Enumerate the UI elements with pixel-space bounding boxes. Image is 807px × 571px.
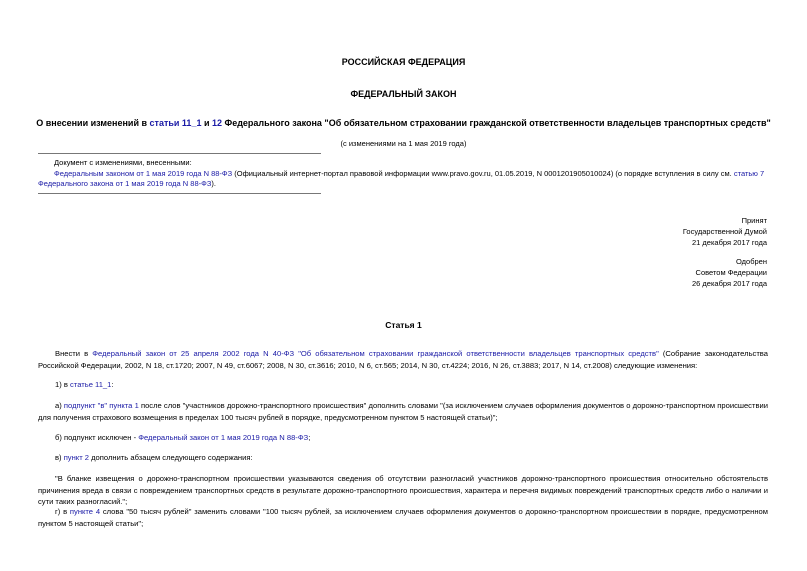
quote-paragraph: "В бланке извещения о дорожно-транспортном происшествии указываются сведения об отсутствии разногласий участников дорожно-транспортного происшествия относительно обстоятельств причинения вреда в связи с повреждением транспортных средств в результате дорожно-транспортного происшествия, характера и перечня видимых повреждений транспортных средств либо о наличии и сути таких разногласий."; <box>38 474 768 506</box>
subitem-g-pre: г) в <box>55 507 70 516</box>
subitem-a-post: после слов "участников дорожно-транспортного происшествия" дополнить словами "(за исключением случаев оформления документов о дорожно-транспортном происшествии для получения страхового возмещения в пределах 100 тысяч рублей в порядке, предусмотренном пунктом 5 настоящей статьи)"; <box>38 401 768 422</box>
changes-line-1 <box>54 169 764 178</box>
article-11-1-link[interactable]: статье 11_1 <box>70 380 112 389</box>
council-date: 26 декабря 2017 года <box>691 279 767 288</box>
duma-date: 21 декабря 2017 года <box>691 238 767 247</box>
changes-line-2 <box>38 179 216 188</box>
law-title <box>0 118 807 128</box>
article-paragraph-intro <box>38 348 768 371</box>
p1-text-post: (Собрание законодательства Российской Федерации, 2002, N 18, ст.1720; 2007, N 49, ст.6067; 2008, N 30, ст.3616; 2010, N 6, ст.565; 2014, N 30, ст.4224; 2016, N 26, ст.3883; 2017, N 14, ст.2008) следующие изменения: <box>38 349 768 370</box>
title-text-pre: О внесении изменений в <box>36 118 150 128</box>
subitem-a-pre: а) <box>55 401 64 410</box>
duma-label: Государственной Думой <box>682 227 767 236</box>
subitem-v-post: дополнить абзацем следующего содержания: <box>89 453 253 462</box>
title-text-post: Федерального закона "Об обязательном страховании гражданской ответственности владельцев транспортных средств" <box>222 118 771 128</box>
changes-text-1: (Официальный интернет-портал правовой информации www.pravo.gov.ru, 01.05.2019, N 0001201905010024) (о порядке вступления в силу см. <box>232 169 734 178</box>
item-1 <box>55 380 113 389</box>
approved-label: Одобрен <box>736 257 767 266</box>
law-40fz-link[interactable]: Федеральный закон от 25 апреля 2002 года N 40-ФЗ "Об обязательном страховании гражданской ответственности владельцев транспортных средств" <box>92 349 659 358</box>
subitem-g <box>38 506 768 529</box>
p1-text-pre: Внести в <box>55 349 93 358</box>
council-label: Советом Федерации <box>695 268 767 277</box>
title-text-mid: и <box>201 118 212 128</box>
subitem-v-pre: в) <box>55 453 64 462</box>
changes-bottom-divider <box>38 193 321 194</box>
point-1-link[interactable]: пункта 1 <box>109 401 139 410</box>
country-heading: РОССИЙСКАЯ ФЕДЕРАЦИЯ <box>341 57 466 67</box>
accepted-label: Принят <box>741 216 767 225</box>
item-1-pre: 1) в <box>55 380 71 389</box>
article-7-link[interactable]: статью 7 <box>733 169 765 178</box>
edition-note: (с изменениями на 1 мая 2019 года) <box>340 139 467 148</box>
point-4-link[interactable]: пункте 4 <box>69 507 101 516</box>
law-88fz-link[interactable]: Федеральный закон от 1 мая 2019 года N 88-ФЗ <box>138 433 309 442</box>
subitem-a <box>38 400 768 423</box>
subitem-b-pre: б) подпункт исключен - <box>55 433 139 442</box>
subitem-b-post: ; <box>308 433 311 442</box>
title-link-article-12[interactable]: 12 <box>212 118 223 128</box>
law-type-heading: ФЕДЕРАЛЬНЫЙ ЗАКОН <box>350 89 457 99</box>
item-1-post: : <box>111 380 114 389</box>
changes-intro: Документ с изменениями, внесенными: <box>54 158 192 167</box>
subitem-g-post: слова "50 тысяч рублей" заменить словами "100 тысяч рублей, за исключением случаев оформления документов о дорожно-транспортном происшествии в порядке, предусмотренном пунктом 5 настоящей статьи"; <box>38 507 768 528</box>
point-2-link[interactable]: пункт 2 <box>63 453 90 462</box>
subpoint-v-link[interactable]: подпункт "в" <box>63 401 108 410</box>
subitem-b <box>55 433 310 442</box>
amending-law-link[interactable]: Федеральным законом от 1 мая 2019 года N 88-ФЗ <box>54 169 233 178</box>
subitem-v <box>55 453 253 462</box>
article-heading: Статья 1 <box>385 320 422 330</box>
title-link-article-11-1[interactable]: статьи 11_1 <box>149 118 202 128</box>
changes-top-divider <box>38 153 321 154</box>
amending-law-link-2[interactable]: Федерального закона от 1 мая 2019 года N 88-ФЗ <box>38 179 212 188</box>
changes-line-2-end: ). <box>211 179 216 188</box>
